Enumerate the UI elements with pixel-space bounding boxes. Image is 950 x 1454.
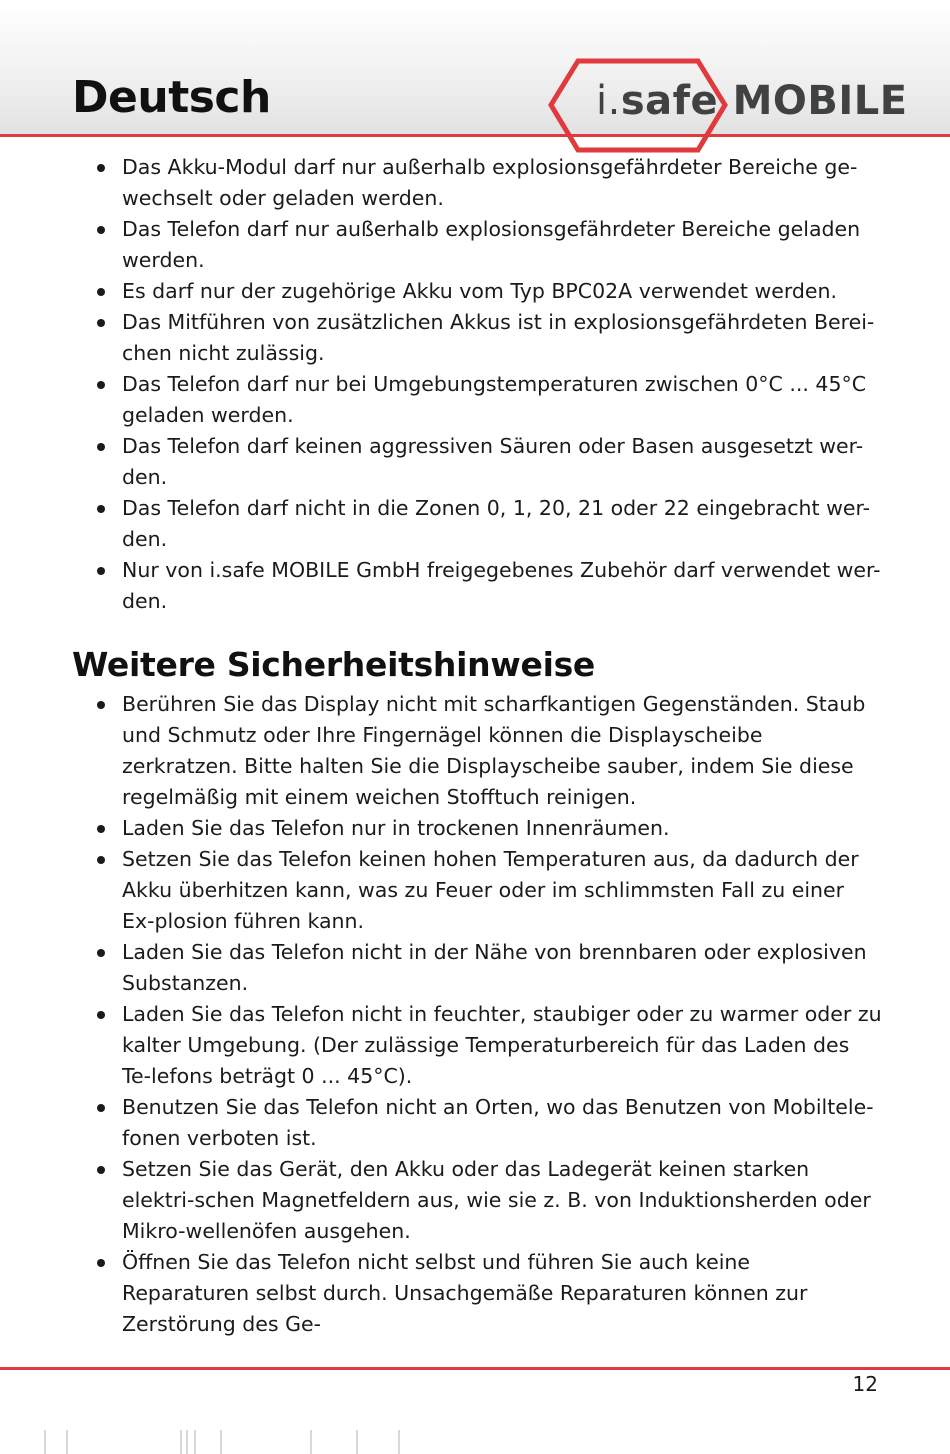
bullet-icon <box>97 164 105 172</box>
page-title: Deutsch <box>72 72 271 123</box>
list-item <box>72 1092 882 1154</box>
bullet-icon <box>97 505 105 513</box>
logo-prefix: i. <box>596 78 621 124</box>
list-item <box>72 937 882 999</box>
logo-brand: safe MOBILE <box>620 78 908 124</box>
section-heading: Weitere Sicherheitshinweise <box>72 645 596 684</box>
list-item <box>72 999 882 1092</box>
bullet-icon <box>97 443 105 451</box>
list-item-text: Öffnen Sie das Telefon nicht selbst und führen Sie auch keine Reparaturen selbst durch. Unsachgemäße Reparaturen können zur Zerstörung des Ge- <box>122 1250 808 1336</box>
bullet-icon <box>97 949 105 957</box>
bullet-icon <box>97 1166 105 1174</box>
list-item <box>72 307 882 369</box>
page-number: 12 <box>852 1372 878 1396</box>
list-item <box>72 276 882 307</box>
list-item <box>72 813 882 844</box>
list-item <box>72 1154 882 1247</box>
list-item-text: Nur von i.safe MOBILE GmbH freigegebenes Zubehör darf verwendet wer-den. <box>122 558 881 613</box>
logo-text <box>596 78 908 124</box>
list-item <box>72 844 882 937</box>
list-item-text: Das Akku-Modul darf nur außerhalb explosionsgefährdeter Bereiche ge-wechselt oder geladen werden. <box>122 155 858 210</box>
bullet-icon <box>97 1259 105 1267</box>
list-item <box>72 555 882 617</box>
list-item-text: Es darf nur der zugehörige Akku vom Typ BPC02A verwendet werden. <box>122 279 838 303</box>
list-item-text: Benutzen Sie das Telefon nicht an Orten, wo das Benutzen von Mobiltele-fonen verboten ist. <box>122 1095 874 1150</box>
list-item-text: Das Telefon darf nicht in die Zonen 0, 1, 20, 21 oder 22 eingebracht wer-den. <box>122 496 870 551</box>
bullet-icon <box>97 856 105 864</box>
list-item-text: Laden Sie das Telefon nicht in der Nähe von brennbaren oder explosiven Substanzen. <box>122 940 867 995</box>
list-item <box>72 689 882 813</box>
bullet-icon <box>97 288 105 296</box>
main-content <box>72 152 882 1340</box>
list-item-text: Setzen Sie das Telefon keinen hohen Temperaturen aus, da dadurch der Akku überhitzen kann, was zu Feuer oder im schlimmsten Fall zu einer Ex-plosion führen kann. <box>122 847 859 933</box>
list-item-text: Berühren Sie das Display nicht mit scharfkantigen Gegenständen. Staub und Schmutz oder Ihre Fingernägel können die Displayscheibe zerkratzen. Bitte halten Sie die Displayscheibe sauber, indem Sie diese regelmäßig mit einem weichen Stofftuch reinigen. <box>122 692 866 809</box>
bullet-icon <box>97 825 105 833</box>
bullet-icon <box>97 1011 105 1019</box>
list-item <box>72 369 882 431</box>
list-item <box>72 493 882 555</box>
brand-logo <box>548 58 908 153</box>
list-item <box>72 431 882 493</box>
list-item <box>72 214 882 276</box>
bullet-icon <box>97 567 105 575</box>
list-item-text: Laden Sie das Telefon nur in trockenen Innenräumen. <box>122 816 670 840</box>
list-item-text: Das Telefon darf keinen aggressiven Säuren oder Basen ausgesetzt wer-den. <box>122 434 864 489</box>
bullet-icon <box>97 1104 105 1112</box>
bullet-icon <box>97 319 105 327</box>
bullet-icon <box>97 701 105 709</box>
list-item-text: Setzen Sie das Gerät, den Akku oder das Ladegerät keinen starken elektri-schen Magnetfeldern aus, wie sie z. B. von Induktionsherden oder Mikro-wellenöfen ausgehen. <box>122 1157 871 1243</box>
list-item-text: Laden Sie das Telefon nicht in feuchter, staubiger oder zu warmer oder zu kalter Umgebung. (Der zulässige Temperaturbereich für das Laden des Te-lefons beträgt 0 ... 45°C). <box>122 1002 882 1088</box>
safety-list-2 <box>72 689 882 1340</box>
list-item <box>72 152 882 214</box>
list-item-text: Das Mitführen von zusätzlichen Akkus ist in explosionsgefährdeten Berei-chen nicht zulässig. <box>122 310 875 365</box>
list-item <box>72 1247 882 1340</box>
footer-rule <box>0 1367 950 1370</box>
safety-list-1 <box>72 152 882 617</box>
list-item-text: Das Telefon darf nur außerhalb explosionsgefährdeter Bereiche geladen werden. <box>122 217 861 272</box>
list-item-text: Das Telefon darf nur bei Umgebungstemperaturen zwischen 0°C ... 45°C geladen werden. <box>122 372 867 427</box>
bullet-icon <box>97 381 105 389</box>
bullet-icon <box>97 226 105 234</box>
